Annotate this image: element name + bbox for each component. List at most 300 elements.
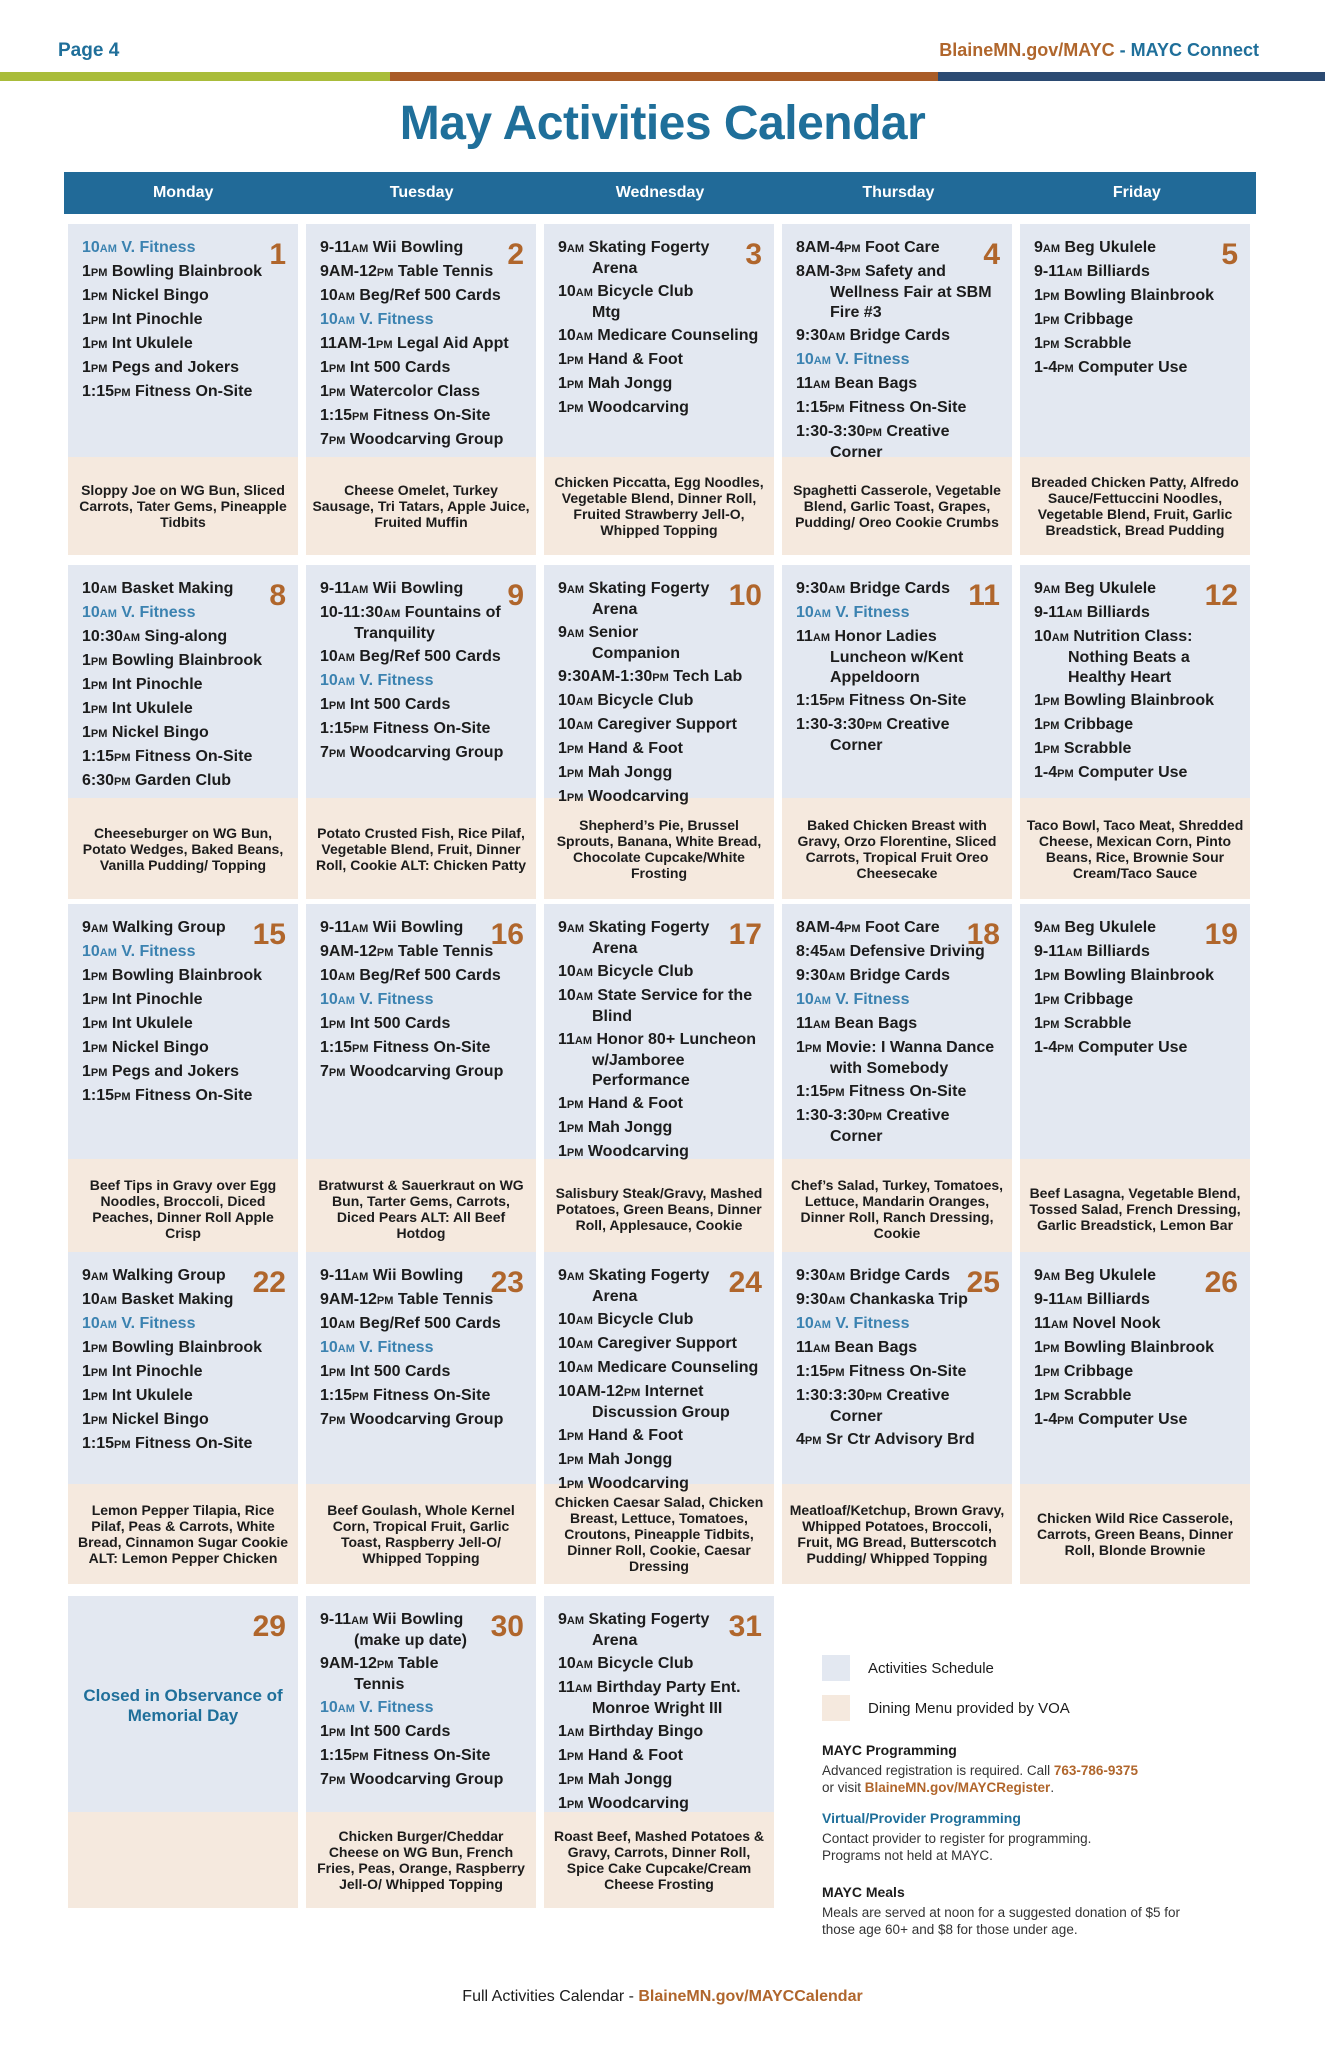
activity-item — [82, 747, 288, 768]
activity-name: Internet Discussion Group — [592, 1383, 730, 1421]
meals-text: Meals are served at noon for a suggested donation of $5 for those age 60+ and $8 for those under age. — [822, 1905, 1180, 1937]
activity-time: 11 — [796, 1339, 813, 1356]
activity-name: Hand & Foot — [587, 351, 683, 368]
activity-name: Beg/Ref 500 Cards — [359, 287, 501, 304]
day-cell — [1020, 904, 1250, 1259]
activity-name: Wii Bowling — [372, 1267, 464, 1284]
activity-name: Beg/Ref 500 Cards — [359, 967, 501, 984]
activity-time: 10 — [558, 1359, 576, 1376]
activity-name: Nickel Bingo — [111, 1411, 209, 1428]
activity-name: Creative Corner — [830, 716, 950, 754]
activities-section — [544, 224, 774, 457]
dining-menu: Chicken Burger/Cheddar Cheese on WG Bun, French Fries, Peas, Orange, Raspberry Jell-O/ Whipped Topping — [306, 1812, 536, 1908]
activity-ampm: PM — [828, 1367, 845, 1379]
legend-dining — [822, 1688, 1262, 1728]
activity-time: 1 — [82, 700, 91, 717]
activity-item — [558, 667, 764, 688]
activity-ampm: AM — [1042, 1271, 1061, 1283]
activity-name: Wii Bowling — [372, 239, 464, 256]
activity-item — [558, 374, 764, 395]
activity-ampm: AM — [813, 608, 831, 620]
activity-ampm: PM — [90, 1019, 108, 1031]
activity-time: 1 — [558, 1095, 567, 1112]
activity-item — [558, 691, 764, 712]
programming-text-3: . — [1050, 1780, 1055, 1795]
activity-ampm: PM — [828, 403, 845, 415]
day-number: 12 — [1204, 579, 1238, 612]
activity-time: 1:15 — [320, 1747, 353, 1764]
activity-name: Wii Bowling — [372, 919, 464, 936]
dining-menu: Beef Tips in Gravy over Egg Noodles, Broccoli, Diced Peaches, Dinner Roll Apple Crisp — [68, 1159, 298, 1259]
activity-ampm: AM — [351, 243, 369, 255]
activity-ampm: AM — [566, 243, 585, 255]
activity-time: 9AM-12 — [320, 263, 377, 280]
activity-time: 10 — [558, 327, 576, 344]
activity-time: 7 — [320, 744, 329, 761]
activities-section — [782, 904, 1012, 1159]
activity-ampm: PM — [90, 1343, 108, 1355]
activity-item — [82, 1362, 288, 1383]
dining-menu: Shepherd’s Pie, Brussel Sprouts, Banana, White Bread, Chocolate Cupcake/White Frosting — [544, 798, 774, 899]
activity-item — [320, 1386, 526, 1407]
day-cell — [1020, 565, 1250, 899]
activity-ampm: PM — [328, 1727, 346, 1739]
dining-menu: Salisbury Steak/Gravy, Mashed Potatoes, Green Beans, Dinner Roll, Applesauce, Cookie — [544, 1159, 774, 1259]
activity-time: 10 — [320, 991, 338, 1008]
activity-item — [320, 430, 526, 451]
stripe-green — [0, 72, 390, 81]
activity-name: Int 500 Cards — [349, 696, 451, 713]
footer — [0, 1988, 1325, 2006]
activity-time: 9 — [82, 919, 91, 936]
activity-time: 9AM-12 — [320, 1655, 377, 1672]
activity-item — [796, 1082, 1002, 1103]
weekday-wednesday: Wednesday — [615, 184, 705, 201]
activity-name: Fitness On-Site — [372, 1039, 491, 1056]
activity-time: 1:30-3:30 — [796, 1107, 866, 1124]
activity-item — [558, 1654, 764, 1675]
activity-ampm: PM — [352, 1391, 369, 1403]
activity-item — [82, 699, 288, 720]
site-url[interactable]: BlaineMN.gov/MAYC — [939, 40, 1115, 60]
activity-name: Mah Jongg — [587, 1451, 673, 1468]
activity-time: 1-4 — [1034, 1411, 1058, 1428]
activity-ampm: AM — [351, 923, 369, 935]
activity-ampm: PM — [1057, 1415, 1074, 1427]
activity-ampm: AM — [575, 1363, 593, 1375]
activity-name: Walking Group — [112, 919, 226, 936]
activity-name: Computer Use — [1078, 1411, 1188, 1428]
activity-ampm: AM — [122, 632, 141, 644]
site-link[interactable] — [939, 40, 1259, 61]
activity-item — [558, 1722, 764, 1743]
activity-time: 1 — [82, 1363, 91, 1380]
activity-ampm: PM — [566, 403, 584, 415]
activity-ampm: PM — [865, 1111, 882, 1123]
activity-name: Birthday Bingo — [588, 1723, 704, 1740]
activity-name: Watercolor Class — [349, 383, 480, 400]
activity-ampm: AM — [99, 1295, 117, 1307]
virtual-activity-item — [82, 1314, 288, 1335]
activity-ampm: AM — [574, 1035, 593, 1047]
activity-item — [796, 1338, 1002, 1359]
day-cell — [306, 904, 536, 1259]
activity-name: Int Ukulele — [111, 700, 193, 717]
activities-section — [782, 565, 1012, 798]
activity-ampm: AM — [337, 315, 355, 327]
activity-name: Beg/Ref 500 Cards — [359, 1315, 501, 1332]
virtual-activity-item — [320, 1698, 526, 1719]
activity-name: Bean Bags — [834, 375, 918, 392]
activity-name: Hand & Foot — [587, 740, 683, 757]
activity-item — [796, 262, 1002, 323]
activity-time: 1 — [82, 1039, 91, 1056]
activity-time: 1 — [82, 311, 91, 328]
dining-swatch — [822, 1695, 850, 1721]
activity-ampm: PM — [90, 315, 108, 327]
activity-name: Fitness On-Site — [372, 1387, 491, 1404]
activity-name: V. Fitness — [359, 1699, 434, 1716]
activity-item — [320, 406, 526, 427]
activity-name: Int 500 Cards — [349, 1015, 451, 1032]
activity-item — [82, 1386, 288, 1407]
activity-item — [558, 962, 764, 983]
activity-ampm: PM — [352, 724, 369, 736]
activity-name: V. Fitness — [359, 672, 434, 689]
activity-ampm: PM — [90, 1067, 108, 1079]
activity-item — [320, 1014, 526, 1035]
activity-time: 9 — [558, 239, 567, 256]
day-number: 19 — [1204, 918, 1238, 951]
activity-time: 1-4 — [1034, 1039, 1058, 1056]
activity-item — [558, 238, 764, 279]
activity-name: V. Fitness — [835, 1315, 910, 1332]
activity-name: Bicycle Club Mtg — [592, 283, 694, 321]
activity-item — [82, 310, 288, 331]
activity-ampm: AM — [1042, 584, 1061, 596]
activity-name: Scrabble — [1063, 335, 1132, 352]
phone-link[interactable]: 763-786-9375 — [1053, 1763, 1138, 1778]
activity-time: 1 — [82, 991, 91, 1008]
activity-item — [1034, 286, 1240, 307]
activity-item — [1034, 1314, 1240, 1335]
activity-time: 1 — [558, 740, 567, 757]
activity-time: 1 — [82, 359, 91, 376]
day-cell — [782, 224, 1012, 555]
activity-item — [558, 1118, 764, 1139]
page-number: Page 4 — [58, 40, 120, 61]
activities-section — [1020, 565, 1250, 798]
activity-time: 1 — [320, 359, 329, 376]
day-cell — [306, 1252, 536, 1584]
activity-name: Sr Ctr Advisory Brd — [825, 1431, 975, 1448]
activity-time: 1 — [320, 383, 329, 400]
activities-section — [1020, 1252, 1250, 1484]
virtual-activity-item — [320, 1338, 526, 1359]
activity-ampm: PM — [1057, 1043, 1074, 1055]
activity-ampm: PM — [376, 267, 394, 279]
day-number: 25 — [966, 1266, 1000, 1299]
activity-ampm: AM — [99, 608, 117, 620]
activity-ampm: PM — [804, 1043, 822, 1055]
activity-name: Fitness On-Site — [848, 1083, 967, 1100]
activity-name: Bowling Blainbrook — [1063, 692, 1215, 709]
activity-item — [796, 627, 1002, 688]
programming-text-2: or visit — [822, 1780, 865, 1795]
activity-ampm: AM — [337, 291, 355, 303]
activity-ampm: PM — [90, 995, 108, 1007]
virtual-activity-item — [796, 1314, 1002, 1335]
activity-name: Legal Aid Appt — [396, 335, 509, 352]
activity-name: Bean Bags — [834, 1339, 918, 1356]
activity-name: Basket Making — [121, 1291, 234, 1308]
activity-name: Hand & Foot — [587, 1747, 683, 1764]
activity-name: Defensive Driving — [849, 943, 985, 960]
activity-time: 1 — [320, 696, 329, 713]
activity-name: Chankaska Trip — [849, 1291, 968, 1308]
activity-ampm: PM — [566, 744, 584, 756]
day-cell — [68, 904, 298, 1259]
calendar-week — [68, 224, 1258, 555]
activity-ampm: AM — [574, 1683, 593, 1695]
activity-item — [796, 966, 1002, 987]
activity-time: 1-4 — [1034, 359, 1058, 376]
activity-item — [82, 334, 288, 355]
activity-time: 1 — [1034, 311, 1043, 328]
activity-ampm: PM — [566, 1099, 584, 1111]
activity-time: 1:30-3:30 — [796, 423, 866, 440]
activity-name: Woodcarving Group — [349, 1063, 504, 1080]
activity-time: 1 — [1034, 1015, 1043, 1032]
activity-item — [1034, 358, 1240, 379]
day-number: 15 — [252, 918, 286, 951]
activities-section — [68, 1596, 298, 1812]
activity-item — [1034, 739, 1240, 760]
activity-name: Computer Use — [1078, 764, 1188, 781]
activity-ampm: PM — [1042, 1343, 1060, 1355]
activity-ampm: AM — [351, 1615, 369, 1627]
activity-time: 10 — [796, 351, 814, 368]
activity-ampm: PM — [90, 1391, 108, 1403]
activity-time: 9-11 — [320, 1611, 352, 1628]
activity-item — [558, 1474, 764, 1495]
activity-ampm: PM — [328, 435, 346, 447]
dining-menu: Breaded Chicken Patty, Alfredo Sauce/Fettuccini Noodles, Vegetable Blend, Fruit, Garlic Breadstick, Bread Pudding — [1020, 457, 1250, 555]
register-link[interactable]: BlaineMN.gov/MAYCRegister — [864, 1780, 1051, 1795]
activity-name: Foot Care — [864, 919, 940, 936]
activities-section — [782, 224, 1012, 461]
activity-time: 1 — [1034, 967, 1043, 984]
activity-ampm: PM — [566, 1775, 584, 1787]
activity-time: 1:15 — [320, 720, 353, 737]
activity-ampm: AM — [566, 923, 585, 935]
dining-menu: Bratwurst & Sauerkraut on WG Bun, Tarter Gems, Carrots, Diced Pears ALT: All Beef Hotdog — [306, 1159, 536, 1259]
activity-item — [1034, 1386, 1240, 1407]
virtual-activity-item — [82, 238, 288, 259]
dining-menu: Cheeseburger on WG Bun, Potato Wedges, Baked Beans, Vanilla Pudding/ Topping — [68, 798, 298, 899]
activity-name: Fountains of Tranquility — [354, 604, 501, 642]
activity-ampm: PM — [1042, 696, 1060, 708]
dining-menu: Chicken Caesar Salad, Chicken Breast, Lettuce, Tomatoes, Croutons, Pineapple Tidbits, Dinner Roll, Cookie, Caesar Dressing — [544, 1484, 774, 1584]
activity-time: 9 — [1034, 580, 1043, 597]
activity-item — [558, 787, 764, 808]
legend-panel — [822, 1648, 1262, 1938]
activity-ampm: PM — [376, 947, 394, 959]
activity-ampm: PM — [566, 792, 584, 804]
activity-name: Caregiver Support — [597, 1335, 737, 1352]
activity-item — [320, 1038, 526, 1059]
activity-time: 1:15 — [82, 748, 115, 765]
activity-name: Mah Jongg — [587, 764, 673, 781]
activity-ampm: AM — [575, 1659, 593, 1671]
activity-name: Honor 80+ Luncheon w/Jamboree Performance — [592, 1031, 757, 1089]
activity-time: 9AM-12 — [320, 1291, 377, 1308]
activity-time: 10 — [82, 943, 100, 960]
activity-time: 1-4 — [1034, 764, 1058, 781]
activity-time: 10 — [320, 287, 338, 304]
day-number: 31 — [728, 1610, 762, 1643]
activity-name: Cribbage — [1063, 991, 1134, 1008]
activity-name: Int 500 Cards — [349, 1363, 451, 1380]
activity-name: Beg Ukulele — [1064, 919, 1157, 936]
dining-menu: Beef Lasagna, Vegetable Blend, Tossed Salad, French Dressing, Garlic Breadstick, Lemon Bar — [1020, 1159, 1250, 1259]
activity-time: 10 — [558, 692, 576, 709]
activity-ampm: AM — [1065, 267, 1083, 279]
activity-time: 10 — [558, 716, 576, 733]
activity-time: 1:30:3:30 — [796, 1387, 866, 1404]
activity-ampm: AM — [812, 1019, 831, 1031]
calendar-link[interactable]: BlaineMN.gov/MAYCCalendar — [638, 1988, 863, 2005]
activity-name: Cribbage — [1063, 716, 1134, 733]
activity-ampm: PM — [1042, 1367, 1060, 1379]
activity-time: 9 — [558, 624, 567, 641]
activity-ampm: AM — [337, 652, 355, 664]
activity-time: 10 — [320, 1339, 338, 1356]
day-number: 1 — [269, 238, 286, 271]
activity-ampm: PM — [114, 752, 131, 764]
activity-item — [82, 1338, 288, 1359]
activity-name: V. Fitness — [359, 1339, 434, 1356]
activity-name: Int Ukulele — [111, 1015, 193, 1032]
calendar-week — [68, 1252, 1258, 1584]
activity-time: 1 — [1034, 287, 1043, 304]
activity-name: Woodcarving — [587, 1143, 689, 1160]
activity-ampm: AM — [337, 995, 355, 1007]
activity-name: Nickel Bingo — [111, 287, 209, 304]
day-number: 26 — [1204, 1266, 1238, 1299]
virtual-activity-item — [82, 603, 288, 624]
day-cell — [68, 565, 298, 899]
activity-item — [320, 286, 526, 307]
day-number: 23 — [490, 1266, 524, 1299]
activity-item — [796, 1362, 1002, 1383]
activity-time: 9 — [82, 1267, 91, 1284]
activity-time: 1 — [558, 351, 567, 368]
activity-ampm: PM — [828, 1087, 845, 1099]
activity-item — [1034, 1038, 1240, 1059]
day-number: 2 — [507, 238, 524, 271]
activity-time: 1 — [82, 287, 91, 304]
programming-text-1: Advanced registration is required. Call — [822, 1763, 1054, 1778]
activity-ampm: PM — [328, 363, 346, 375]
activity-time: 8AM-4 — [796, 919, 845, 936]
activity-time: 9:30 — [796, 580, 829, 597]
activity-time: 8AM-3 — [796, 263, 845, 280]
activity-time: 1 — [558, 1795, 567, 1812]
activity-item — [320, 1314, 526, 1335]
day-cell — [1020, 224, 1250, 555]
day-number: 8 — [269, 579, 286, 612]
activity-ampm: PM — [566, 1147, 584, 1159]
activity-name: V. Fitness — [359, 991, 434, 1008]
activity-item — [558, 1426, 764, 1447]
activity-time: 10 — [558, 283, 576, 300]
activity-ampm: PM — [865, 427, 882, 439]
activity-ampm: AM — [1065, 1295, 1083, 1307]
activity-ampm: AM — [828, 331, 846, 343]
activity-time: 9-11 — [320, 919, 352, 936]
site-name: MAYC Connect — [1130, 40, 1259, 60]
activity-item — [320, 743, 526, 764]
activity-ampm: AM — [99, 1319, 117, 1331]
activity-name: Tech Lab — [673, 668, 743, 685]
activity-name: Honor Ladies Luncheon w/Kent Appeldoorn — [830, 628, 964, 686]
activity-name: Skating Fogerty Arena — [588, 1611, 710, 1649]
activity-ampm: PM — [1057, 768, 1074, 780]
activity-name: Computer Use — [1078, 359, 1188, 376]
activity-time: 10-11:30 — [320, 604, 384, 621]
activity-name: V. Fitness — [121, 239, 196, 256]
activity-name: Beg Ukulele — [1064, 580, 1157, 597]
activity-name: Fitness On-Site — [134, 1435, 253, 1452]
activity-time: 10 — [558, 1311, 576, 1328]
day-cell — [544, 904, 774, 1259]
activity-time: 1 — [1034, 1363, 1043, 1380]
activity-ampm: PM — [1042, 744, 1060, 756]
dining-menu: Meatloaf/Ketchup, Brown Gravy, Whipped Potatoes, Broccoli, Fruit, MG Bread, Butterscotch Pudding/ Whipped Topping — [782, 1484, 1012, 1584]
activity-name: Billiards — [1086, 1291, 1150, 1308]
activities-section — [544, 1596, 774, 1812]
activity-time: 6:30 — [82, 772, 115, 789]
activity-ampm: PM — [566, 1799, 584, 1811]
activity-time: 1 — [1034, 335, 1043, 352]
activity-ampm: AM — [812, 379, 831, 391]
activity-name: Hand & Foot — [587, 1095, 683, 1112]
activity-name: Fitness On-Site — [372, 1747, 491, 1764]
activity-time: 1:15 — [82, 1435, 115, 1452]
activity-item — [82, 1410, 288, 1431]
activity-ampm: AM — [351, 1271, 369, 1283]
activity-item — [558, 1358, 764, 1379]
activity-name: Woodcarving — [587, 399, 689, 416]
activity-ampm: AM — [575, 967, 593, 979]
activity-name: Bridge Cards — [849, 1267, 951, 1284]
activity-ampm: AM — [99, 584, 117, 596]
day-cell — [782, 1252, 1012, 1584]
activity-ampm: PM — [1042, 720, 1060, 732]
activity-ampm: PM — [90, 1043, 108, 1055]
activity-ampm: PM — [90, 680, 108, 692]
activity-time: 1 — [320, 1363, 329, 1380]
activity-name: Beg Ukulele — [1064, 239, 1157, 256]
activity-item — [1034, 1362, 1240, 1383]
activity-name: Woodcarving Group — [349, 1411, 504, 1428]
activity-item — [558, 986, 764, 1027]
activity-name: Bowling Blainbrook — [1063, 1339, 1215, 1356]
day-cell — [782, 904, 1012, 1259]
day-number: 3 — [745, 238, 762, 271]
activity-time: 10 — [320, 311, 338, 328]
